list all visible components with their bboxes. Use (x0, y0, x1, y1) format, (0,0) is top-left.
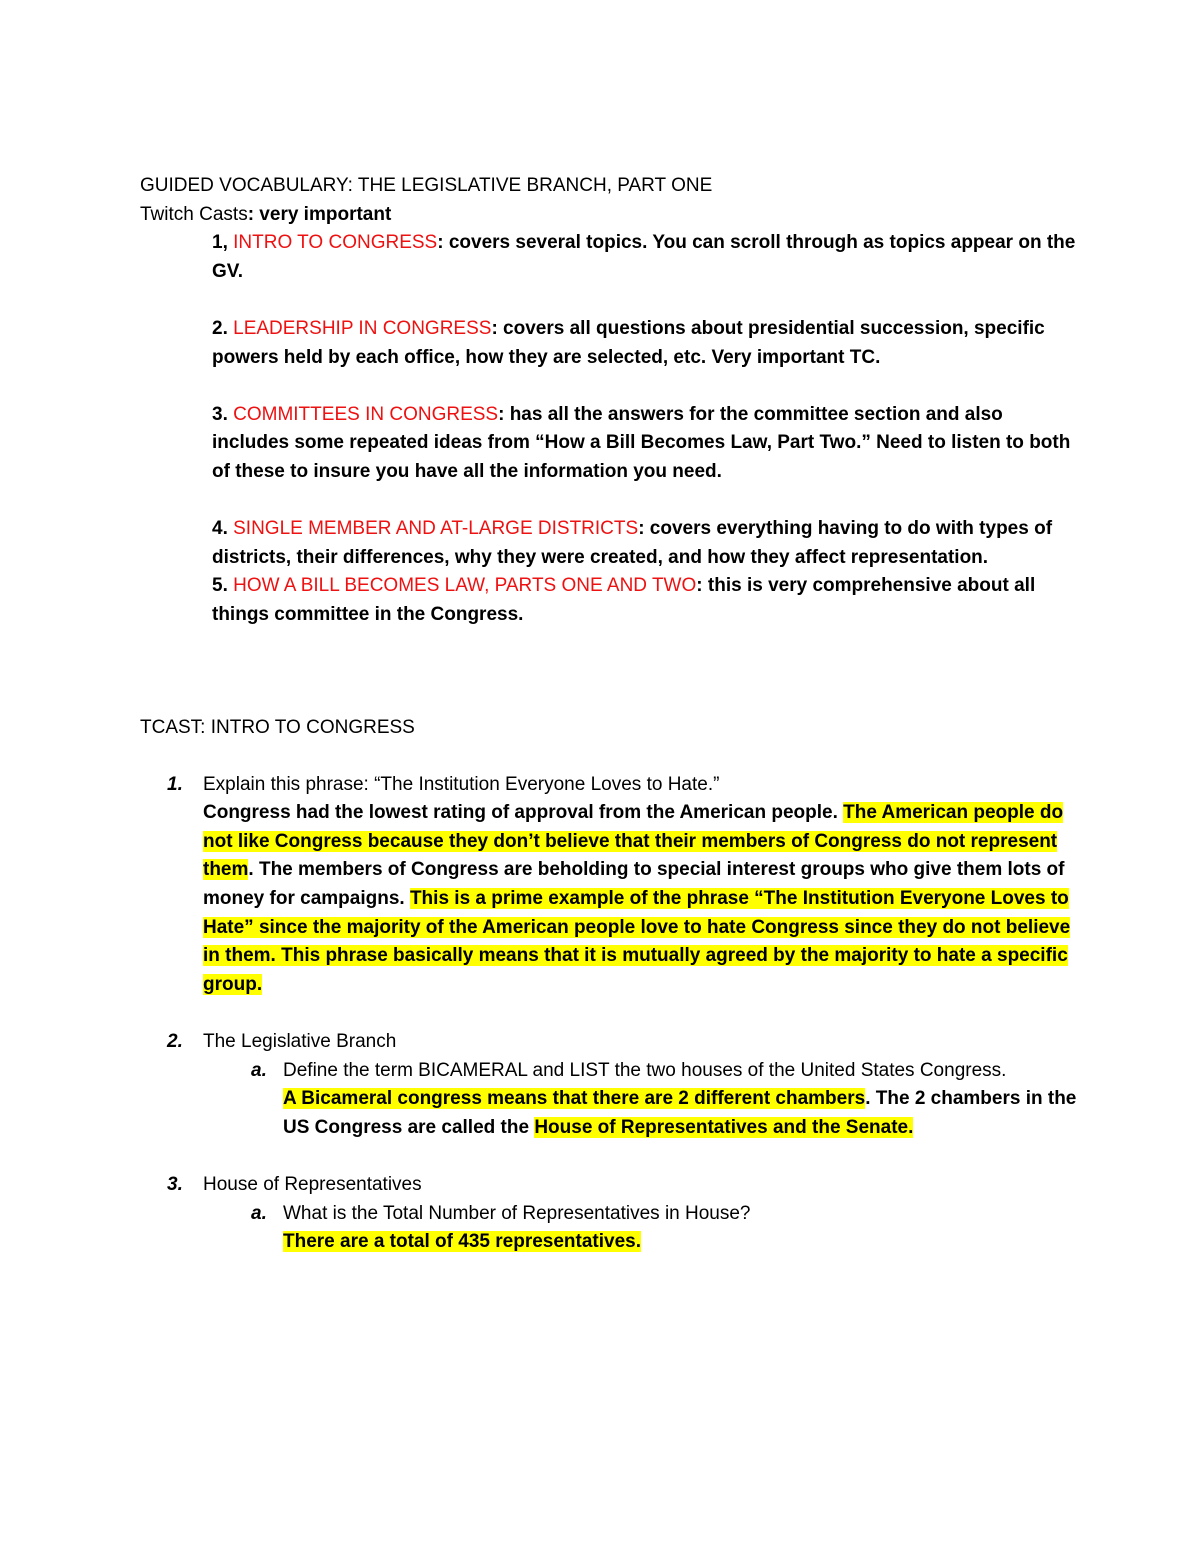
question-2-sub-a (140, 1057, 1080, 1143)
cast-description: : has all the answers for the committee section and also includes some repeated ideas from “How a Bill Becomes Law, Part Two.” Need to listen to both of these to insure you have all the information you need. (212, 403, 1071, 482)
cast-name: COMMITTEES IN CONGRESS (233, 403, 499, 425)
answer-text (283, 1228, 1080, 1257)
sub-question-text: Define the term BICAMERAL and LIST the two houses of the United States Congress. (283, 1059, 1007, 1081)
question-2 (140, 1028, 1080, 1057)
question-number: 1. (167, 773, 183, 795)
answer-text (203, 799, 1080, 999)
question-number: 2. (167, 1031, 183, 1053)
spacer (140, 372, 1080, 401)
cast-number: 3. (212, 403, 234, 425)
twitch-casts-label: Twitch Casts (140, 203, 248, 225)
spacer (140, 487, 1080, 516)
question-3 (140, 1171, 1080, 1200)
cast-name: LEADERSHIP IN CONGRESS (233, 317, 492, 339)
section-heading: TCAST: INTRO TO CONGRESS (140, 716, 415, 738)
sub-question-letter: a. (251, 1202, 267, 1224)
spacer (140, 286, 1080, 315)
document-body (140, 172, 1080, 1257)
twitch-casts-line (140, 201, 1080, 230)
document-title: GUIDED VOCABULARY: THE LEGISLATIVE BRANCH, PART ONE (140, 175, 713, 196)
cast-item-4 (140, 515, 1080, 572)
twitch-casts-note: : very important (247, 203, 392, 225)
answer-highlight: House of Representatives and the Senate. (534, 1116, 914, 1138)
spacer (140, 999, 1080, 1028)
question-number: 3. (167, 1174, 183, 1195)
cast-number: 1, (212, 232, 234, 254)
cast-item-5 (140, 572, 1080, 629)
answer-part: Congress had the lowest rating of approval from the American people. (203, 802, 844, 824)
sub-question-text: What is the Total Number of Representatives in House? (283, 1202, 751, 1224)
answer-highlight: This is a prime example of the phrase “The Institution Everyone Loves to Hate” since the majority of the American people love to hate Congress since they do not believe in them. This phrase basically means that it is mutually agreed by the majority to hate a specific group. (203, 888, 1071, 995)
spacer (140, 630, 1080, 714)
answer-text (283, 1085, 1080, 1142)
answer-part: . The members of Congress are beholding to special interest groups who give them lots of money for campaigns. (203, 859, 1065, 910)
cast-name: INTRO TO CONGRESS (233, 232, 438, 254)
question-1 (140, 771, 1080, 1000)
cast-name: SINGLE MEMBER AND AT-LARGE DISTRICTS (233, 518, 639, 540)
cast-description: : covers everything having to do with types of districts, their differences, why they were created, and how they affect representation. (212, 518, 1053, 568)
question-text: Explain this phrase: “The Institution Everyone Loves to Hate.” (203, 773, 720, 795)
cast-number: 2. (212, 317, 234, 339)
cast-description: : covers all questions about presidential succession, specific powers held by each office, how they are selected, etc. Very important TC. (212, 317, 1045, 368)
question-text: House of Representatives (203, 1174, 422, 1195)
answer-part: . The 2 chambers in the US Congress are called the (283, 1088, 1077, 1138)
cast-description: : this is very comprehensive about all things committee in the Congress. (212, 575, 1036, 625)
answer-highlight: The American people do not like Congress because they don’t believe that their members of Congress do not represent them (203, 802, 1064, 881)
answer-highlight: There are a total of 435 representatives. (283, 1231, 641, 1253)
cast-description: : covers several topics. You can scroll through as topics appear on the GV. (212, 232, 1076, 282)
cast-item-2 (140, 315, 1080, 372)
cast-number: 4. (212, 518, 234, 540)
cast-item-3 (140, 401, 1080, 487)
answer-highlight: A Bicameral congress means that there are 2 different chambers (283, 1088, 866, 1110)
cast-name: HOW A BILL BECOMES LAW, PARTS ONE AND TWO (233, 575, 697, 597)
spacer (140, 1142, 1080, 1171)
sub-question-letter: a. (251, 1059, 267, 1081)
question-3-sub-a (140, 1200, 1080, 1257)
spacer (140, 742, 1080, 771)
cast-number: 5. (212, 575, 234, 597)
question-text: The Legislative Branch (203, 1031, 397, 1053)
cast-item-1 (140, 229, 1080, 286)
